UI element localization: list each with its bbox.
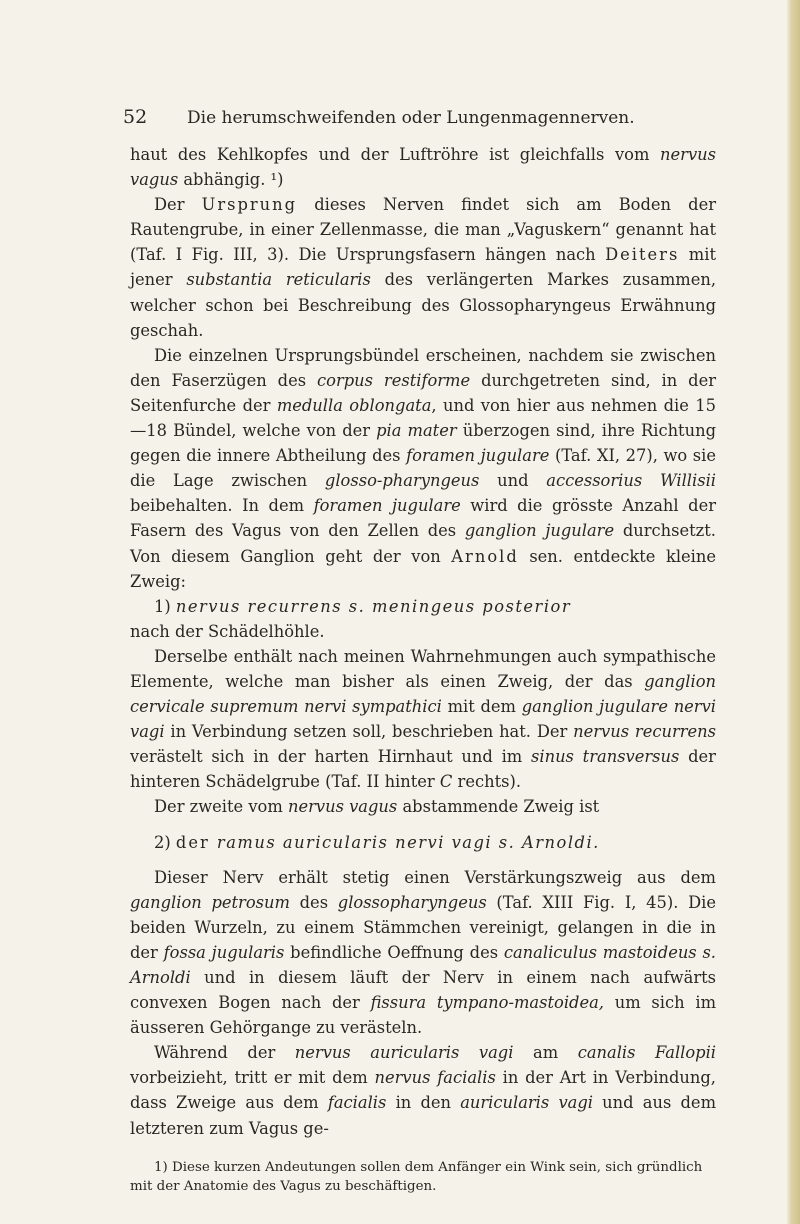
latin-term: canaliculus mastoideus s. Arnoldi (130, 942, 716, 987)
text-run: und (479, 471, 547, 491)
footnotes (130, 1158, 716, 1196)
text-run: am (513, 1043, 578, 1063)
item-number: 2) (154, 832, 176, 852)
latin-term: substantia reticularis (186, 270, 371, 290)
latin-term: foramen jugulare (406, 446, 550, 466)
paragraph-5 (130, 644, 716, 795)
text-run: durchgetreten sind, in der Seitenfurche der (130, 370, 717, 415)
paragraph-2 (130, 192, 716, 343)
text-run: des verlängerten Markes zusammen, welcher schon bei Beschreibung des Glossopharyngeus Erwähnung geschah. (130, 270, 716, 340)
text-run: des (289, 892, 338, 912)
text-run: Der (154, 195, 202, 215)
text-run: Der zweite vom (154, 797, 288, 817)
running-header (123, 106, 723, 129)
latin-term: glosso-pharyngeus (324, 471, 480, 491)
text-run: befindliche Oeffnung des (284, 942, 504, 962)
latin-term: ganglion jugulare (464, 521, 615, 541)
latin-term: pia mater (376, 421, 457, 441)
item-number: 1) (154, 596, 176, 616)
paragraph-6 (130, 794, 716, 819)
figure-label: C (439, 772, 453, 792)
text-run: dieses Nerven findet sich am Boden der Rautengrube, in einer Zellenmasse, die man „Vaguskern“ genannt hat (Taf. I Fig. III, 3). Die Ursprungsfasern hängen nach (130, 195, 716, 265)
latin-term: corpus restiforme (317, 370, 471, 390)
latin-term: sinus transversus (531, 747, 680, 767)
text-run: der hinteren Schädelgrube (Taf. II hinter (130, 747, 716, 792)
text-run: wird die grösste Anzahl der Fasern des Vagus von den Zellen des (130, 496, 717, 541)
text-run: Derselbe enthält nach meinen Wahrnehmungen auch sympathische Elemente, welche man bisher als einen Zweig, der das (130, 646, 716, 691)
latin-term: ganglion cervicale supremum nervi sympathici (130, 671, 716, 717)
text-run: (Taf. XI, 27), wo sie die Lage zwischen (130, 446, 717, 491)
text-run: und aus dem letzteren zum Vagus ge- (130, 1093, 717, 1138)
text-run: Dieser Nerv erhält stetig einen Verstärkungszweig aus dem (154, 867, 716, 887)
text-run: mit jener (130, 245, 716, 290)
text-run: Die einzelnen Ursprungsbündel erscheinen, nachdem sie zwischen den Faserzügen des (130, 345, 716, 390)
latin-term: foramen jugulare (313, 496, 461, 516)
text-run: verästelt sich in der harten Hirnhaut und im (130, 747, 532, 767)
latin-term: ganglion petrosum (130, 892, 290, 912)
author-name: Arnold (451, 546, 519, 566)
text-run: in Verbindung setzen soll, beschrieben hat. Der (164, 722, 574, 742)
text-run: sen. entdeckte kleine Zweig: (130, 546, 716, 591)
latin-term: ganglion jugulare nervi vagi (130, 697, 716, 742)
branch-name: ramus auricularis nervi vagi s. Arnoldi. (216, 832, 600, 852)
paragraph-7 (130, 865, 716, 1041)
latin-term: fossa jugularis (163, 942, 285, 962)
page-number: 52 (123, 106, 148, 128)
text-run: in der Art in Verbindung, dass Zweige aus dem (130, 1068, 716, 1113)
text-run: rechts). (452, 772, 521, 792)
latin-term: facialis (327, 1093, 387, 1113)
text-run: in den (386, 1093, 461, 1113)
text-run: der (175, 832, 217, 852)
latin-term: nervus auricularis vagi (294, 1043, 514, 1063)
text-run: , und von hier aus nehmen die 15—18 Bündel, welche von der (130, 395, 716, 441)
text-run: mit dem (441, 697, 522, 717)
latin-term: nervus recurrens (573, 722, 716, 742)
text-run: haut des Kehlkopfes und der Luftröhre ist gleichfalls vom (130, 145, 661, 164)
text-run: (Taf. XIII Fig. I, 45). Die beiden Wurzeln, zu einem Stämmchen vereinigt, gelangen in die in der (130, 892, 716, 962)
text-run: Während der (154, 1043, 295, 1063)
latin-term: auricularis vagi (460, 1093, 593, 1113)
text-run: beibehalten. In dem (130, 496, 314, 516)
latin-term: glossopharyngeus (337, 892, 487, 912)
running-title: Die herumschweifenden oder Lungenmagennerven. (187, 108, 635, 128)
text-run: vorbeizieht, tritt er mit dem (130, 1068, 375, 1088)
footnote-1: 1) Diese kurzen Andeutungen sollen dem Anfänger ein Wink sein, sich gründlich mit der Anatomie des Vagus zu beschäftigen. (130, 1160, 703, 1194)
paragraph-1 (130, 142, 716, 192)
page-edge (786, 0, 800, 1224)
branch-name: nervus recurrens s. meningeus posterior (175, 596, 572, 616)
author-name: Deiters (605, 245, 680, 265)
latin-term: fissura tympano-mastoidea, (370, 993, 604, 1013)
text-run: durchsetzt. Von diesem Ganglion geht der von (130, 521, 716, 566)
latin-term: nervus vagus (287, 797, 398, 817)
spaced-term: Ursprung (201, 195, 298, 215)
text-run: und in diesem läuft der Nerv in einem nach aufwärts convexen Bogen nach der (130, 968, 716, 1013)
branch-heading-2 (154, 830, 716, 855)
latin-term: nervus facialis (374, 1068, 496, 1088)
body-text (130, 142, 716, 1141)
latin-term: medulla oblongata (276, 395, 432, 415)
text-run: abstammende Zweig ist (397, 797, 600, 817)
latin-term: canalis Fallopii (577, 1043, 716, 1063)
paragraph-4: nach der Schädelhöhle. (130, 621, 325, 641)
latin-term: accessorius Willisii (546, 471, 716, 491)
latin-term: nervus vagus (130, 145, 716, 190)
paragraph-8 (130, 1040, 716, 1140)
branch-heading-1 (154, 594, 716, 619)
paragraph-3 (130, 343, 716, 594)
text-run: abhängig. ¹) (178, 170, 284, 190)
text-run: überzogen sind, ihre Richtung gegen die innere Abtheilung des (130, 421, 716, 466)
text-run: um sich im äusseren Gehörgange zu verästeln. (130, 993, 717, 1038)
